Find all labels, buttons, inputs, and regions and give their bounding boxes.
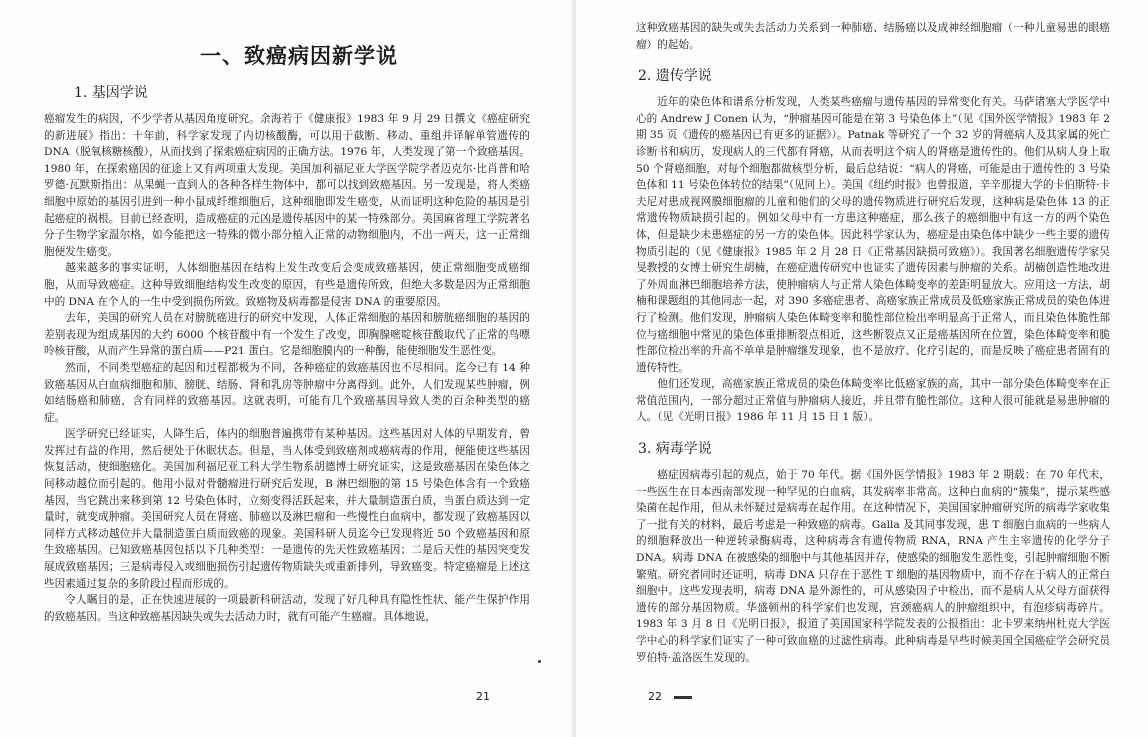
paragraph: 他们还发现，高癌家族正常成员的染色体畸变率比低癌家族的高，其中一部分染色体畸变率在正常值范围内，一部分超过正常值与肿瘤病人接近，并且带有脆性部位。这种人很可能就是易患肿瘤的人。（见《光明日报》1986 年 11 月 15 日 1 版）。	[636, 378, 1110, 424]
page-number: 22	[648, 690, 662, 703]
left-page	[0, 0, 572, 737]
paragraph: 癌症因病毒引起的观点，始于 70 年代。据《国外医学情报》1983 年 2 期载：在 70 年代末，一些医生在日本西南部发现一种罕见的白血病，其发病率非常高。这种白血病的“簇集”，提示某些感染菌在起作用，但从未怀疑过是病毒在起作用。在这种情况下，美国国家肿瘤研究所的病毒学家收集了一批有关的材料，最后考虑是一种致癌的病毒。Galla 及其同事发现，患 T 细胞白血病的一些病人的细胞释放出一种逆转录酶病毒，这种病毒含有遗传物质 RNA，RNA 产生主宰遗传的化学分子 DNA。病毒 DNA 在被感染的细胞中与其他基因并存，使感染的细胞发生恶性变，引起肿瘤细胞不断繁殖。研究者同时还证明，病毒 DNA 只存在于恶性 T 细胞的基因物质中，而不存在于病人的正常白细胞中。这些发现表明，病毒 DNA 是外源性的，可从感染因子中检出，而不是病人从父母方面获得遗传的部分基因物质。华盛顿州的科学家们也发现，宫颈癌病人的肿瘤组织中，有泡疹病毒碎片。1983 年 3 月 8 日《光明日报》，报道了美国国家科学院发表的公报指出：北卡罗来纳州杜克大学医学中心的科学家们证实了一种可致血癌的过滤性病毒。此种病毒是早些时候美国全国癌症学会研究员罗伯特·盖洛医生发现的。	[636, 469, 1110, 664]
section-heading-heredity: 2. 遗传学说	[638, 68, 712, 85]
paragraph: 越来越多的事实证明，人体细胞基因在结构上发生改变后会变成致癌基因，使正常细胞变成癌细胞，从而导致癌症。这种导致细胞结构发生改变的原因，有些是遗传所致，但绝大多数是因为正常细胞中的 DNA 在个人的一生中受到损伤所致。致癌物及病毒都是侵害 DNA 的重要原因。	[44, 262, 530, 308]
paragraph: 令人瞩目的是，正在快速进展的一项最新科研活动，发现了好几种具有隐性性状、能产生保护作用的致癌基因。当这种致癌基因缺失或失去活动力时，就有可能产生癌瘤。具体地说，	[44, 594, 530, 623]
page-number: 21	[476, 690, 490, 703]
section-heading-gene: 1. 基因学说	[74, 85, 148, 101]
paragraph: 然而，不同类型癌症的起因和过程都极为不同，各种癌症的致癌基因也不尽相同。迄今已有 14 种致癌基因从白血病细胞和肺、膀胱、结肠、肾和乳房等肿瘤中分离得到。此外，人们发现某些肿瘤，例如结肠癌和肺癌，含有同样的致癌基因。这就表明，可能有几个致癌基因导致人类的百余种类型的癌症。	[44, 361, 530, 424]
scan-speck	[538, 660, 541, 663]
paragraph: 近年的染色体和谱系分析发现，人类某些癌瘤与遗传基因的异常变化有关。马萨诸塞大学医学中心的 Andrew J Conen 认为，“肿瘤基因可能是在第 3 号染色体上”（见《国外医学情报》1983 年 2 期 35 页《遗传的癌基因已有更多的证据》）。Patnak 等研究了一个 32 岁的肾癌病人及其家属的死亡诊断书和病历，发现病人的三代都有肾癌，从而表明这个病人的肾癌是遗传性的。他们从病人身上取 50 个肾癌细胞，对每个细胞都做核型分析，最后总结说：“病人的肾癌，可能是由于遗传性的 3 号染色体和 11 号染色体转位的结果”（见同上）。美国《纽约时报》也曾报道，辛辛那提大学的卡伯斯特·卡夫尼对患成视网膜细胞瘤的儿童和他们的父母的遗传物质进行研究后发现，这种病是染色体 13 的正常遗传物质缺损引起的。例如父母中有一方患这种癌症，那么孩子的癌细胞中有这一方的两个染色体，但是缺少未患癌症的另一方的染色体。因此科学家认为，癌症是由染色体中缺少一些主要的遗传物质引起的（见《健康报》1985 年 2 月 28 日《正常基因缺损可致癌》）。我国著名细胞遗传学家吴旻教授的女博士研究生胡楠，在癌症遗传研究中也证实了遗传因素与肿瘤的关系。胡楠创造性地改进了外周血淋巴细胞培养方法，使肿瘤病人与正常人染色体畸变率的差距明显放大。应用这一方法，胡楠和课题组的其他同志一起，对 390 多癌症患者、高癌家族正常成员及低癌家族正常成员的染色体进行了检测。他们发现，肿瘤病人染色体畸变率和脆性部位检出率明显高于正常人，而且染色体脆性部位与癌细胞中常见的染色体重排断裂点相近，这些断裂点又正是癌基因所在位置，染色体畸变率和脆性部位检出率的升高不单单是肿瘤继发现象，也不是放疗、化疗引起的，而是反映了癌症患者固有的遗传特性。	[636, 96, 1110, 374]
scan-mark	[674, 696, 692, 699]
right-content	[636, 20, 1110, 666]
paragraph: 医学研究已经证实，人降生后，体内的细胞普遍携带有某种基因。这些基因对人体的早期发育，曾发挥过有益的作用，然后便处于休眠状态。但是，当人体受到致癌剂或癌病毒的作用，便能使这些基因恢复活动，使细胞癌化。美国加利福尼亚工科大学生物系胡德博士研究证实，这是致癌基因在染色体之间移动越位而引起的。他用小鼠对骨髓瘤进行研究后发现，B 淋巴细胞的第 15 号染色体含有一个致癌基因，当它跳出来移到第 12 号染色体时，立刻变得活跃起来，并大量制造蛋白质，当蛋白质达到一定量时，就变成肿瘤。美国研究人员在肾癌、肺癌以及淋巴瘤和一些慢性白血病中，都发现了致癌基因以同样方式移动越位并大量制造蛋白质而致癌的现象。美国科研人员迄今已发现将近 50 个致癌基因和原生致癌基因。已知致癌基因包括以下几种类型：一是遗传的先天性致癌基因；二是后天性的基因突变发展成致癌基因；三是病毒侵入或细胞损伤引起遗传物质缺失或重新排列，导致癌变。特定癌瘤是上述这些因素通过复杂的多阶段过程而形成的。	[44, 428, 530, 590]
gene-section	[44, 82, 530, 625]
section-heading-virus: 3. 病毒学说	[638, 441, 712, 458]
right-page	[576, 0, 1148, 737]
paragraph: 去年，美国的研究人员在对膀胱癌进行的研究中发现，人体正常细胞的基因和膀胱癌细胞的基因的差别表现为组成基因的大约 6000 个核苷酸中有一个发生了改变，即胸腺嘧啶核苷酸取代了正常的鸟嘌呤核苷酸，从而产生异常的蛋白质——P21 蛋白。它是细胞膜内的一种酶，能使细胞发生恶性变。	[44, 312, 530, 358]
paragraph: 癌瘤发生的病因，不少学者从基因角度研究。余海若于《健康报》1983 年 9 月 29 日撰文《癌症研究的新进展》指出：十年前，科学家发现了内切核酸酶，可以用于截断、移动、重组并译解单管遗传的 DNA（脱氧核糖核酸），从而找到了探索癌症病因的正确方法。1976 年，人类发现了第一个致癌基因。1980 年，在探索癌因的征途上又有两项重大发现。美国加利福尼亚大学医学院学者迈克尔·比肖普和哈罗德·瓦默斯指出：从果蝇一直到人的各种各样生物体中，都可以找到致癌基因。另一发现是，将人类癌细胞中原始的基因引进到一种小鼠成纤维细胞后，这种细胞即发生癌变，从而证明这种危险的基因是引起癌症的祸根。目前已经查明，造成癌症的元凶是遗传基因中的某一特殊部分。美国麻省理工学院著名分子生物学家温尔格，如今能把这一特殊的微小部分植入正常的动物细胞内，不出一两天，这一正常细胞便发生癌变。	[44, 113, 530, 258]
chapter-title: 一、致癌病因新学说	[200, 43, 398, 68]
paragraph: 这种致癌基因的缺失或失去活动力关系到一种肺癌、结肠癌以及成神经细胞瘤（一种儿童易患的眼癌瘤）的起始。	[636, 22, 1110, 51]
